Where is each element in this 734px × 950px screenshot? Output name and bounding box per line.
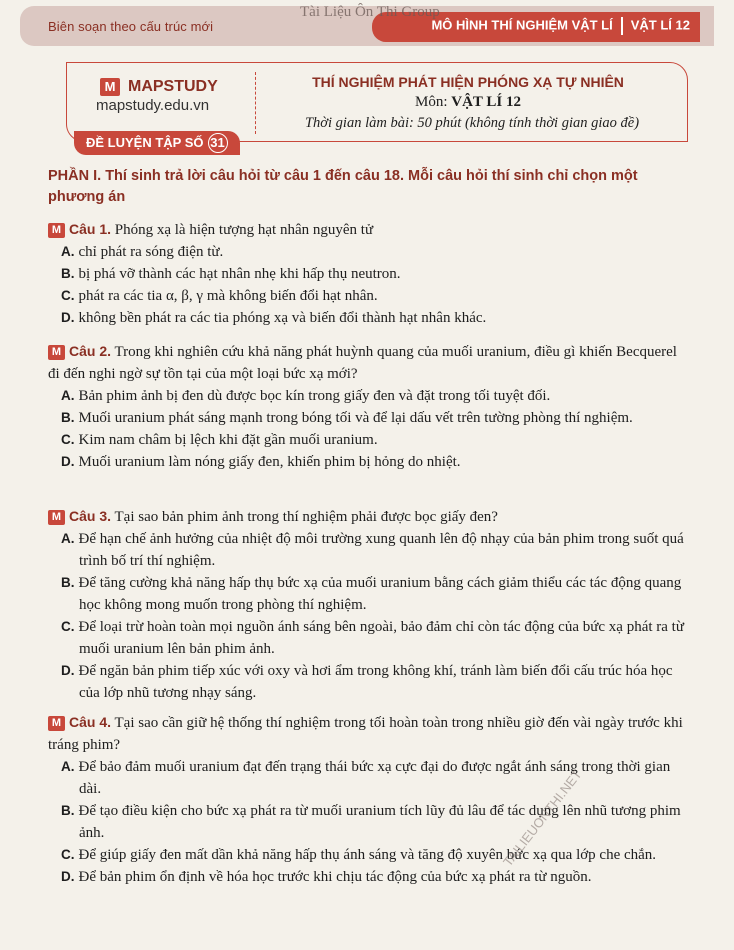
option-c [48,844,688,866]
question-label: Câu 1. [69,221,112,237]
option-text: Để ngăn bản phim tiếp xúc với oxy và hơi ẩm trong không khí, tránh làm biến đổi cấu trúc hóa học của lớp nhũ tương nhạy sáng. [78,663,673,701]
header-series-title: MÔ HÌNH THÍ NGHIỆM VẬT LÍ [431,17,613,33]
option-text: Để tăng cường khả năng hấp thụ bức xạ của muối uranium bằng cách giảm thiểu các tác động quang học không mong muốn trong phòng thí nghiệm. [78,575,682,613]
question-stem [48,711,688,756]
option-b [48,800,688,844]
subject-name: VẬT LÍ 12 [451,94,521,110]
question-text: Phóng xạ là hiện tượng hạt nhân nguyên tử [114,222,374,238]
option-letter: D. [61,454,75,469]
option-letter: B. [61,410,75,425]
brand-name: MAPSTUDY [128,78,218,95]
option-letter: A. [61,531,75,546]
option-letter: D. [61,663,75,678]
brand-logo-icon: M [100,78,120,96]
option-text: không bền phát ra các tia phóng xạ và biến đổi thành hạt nhân khác. [78,310,487,326]
option-a [48,385,688,407]
question-stem [48,340,688,385]
option-text: Bản phim ảnh bị đen dù được bọc kín trong giấy đen và đặt trong tối tuyệt đối. [78,388,551,404]
option-c [48,285,688,307]
option-c [48,616,688,660]
option-text: Để giúp giấy đen mất dần khả năng hấp thụ ánh sáng và tăng độ xuyên bức xạ qua lớp che chắn. [78,847,657,863]
section-heading: PHẦN I. Thí sinh trả lời câu hỏi từ câu 1 đến câu 18. Mỗi câu hỏi thí sinh chỉ chọn một phương án [48,168,638,205]
option-text: Muối uranium phát sáng mạnh trong bóng tối và để lại dấu vết trên tường phòng thí nghiệm. [78,410,633,426]
question-text: Tại sao cần giữ hệ thống thí nghiệm trong tối hoàn toàn trong nhiều giờ đến vài ngày trước khi tráng phim? [48,715,683,753]
info-divider [255,72,256,134]
question-4 [48,711,688,888]
question-2 [48,340,688,473]
question-1 [48,218,688,329]
option-letter: D. [61,869,75,884]
option-text: Muối uranium làm nóng giấy đen, khiến phim bị hỏng do nhiệt. [78,454,461,470]
option-letter: C. [61,288,75,303]
exam-number-badge [74,131,240,155]
badge-number: 31 [208,133,228,153]
question-tag-icon: M [48,223,65,238]
option-letter: A. [61,759,75,774]
option-letter: A. [61,244,75,259]
option-text: Để bảo đảm muối uranium đạt đến trạng thái bức xạ cực đại do được ngắt ánh sáng trong thời gian dài. [78,759,671,797]
header-grade: VẬT LÍ 12 [630,17,690,33]
option-letter: D. [61,310,75,325]
question-tag-icon: M [48,345,65,360]
option-letter: B. [61,803,75,818]
option-letter: A. [61,388,75,403]
option-letter: C. [61,432,75,447]
option-text: Để tạo điều kiện cho bức xạ phát ra từ muối uranium tích lũy đủ lâu để tác dụng lên nhũ tương phim ảnh. [78,803,681,841]
option-d [48,307,688,329]
option-text: chỉ phát ra sóng điện từ. [78,244,224,260]
header-watermark: Tài Liệu Ôn Thi Group [300,4,440,20]
option-text: Để hạn chế ảnh hưởng của nhiệt độ môi trường xung quanh lên độ nhạy của bản phim trong suốt quá trình bố trí thí nghiệm. [78,531,684,569]
subject-label: Môn: [414,94,448,110]
option-letter: B. [61,575,75,590]
option-text: Để bản phim ổn định về hóa học trước khi chịu tác động của bức xạ phát ra từ nguồn. [78,869,592,885]
option-text: phát ra các tia α, β, γ mà không biến đổi hạt nhân. [78,288,378,304]
footer-watermark: TAILIEUONTHI.NET [500,766,585,870]
question-tag-icon: M [48,716,65,731]
option-text: Để loại trừ hoàn toàn mọi nguồn ánh sáng bên ngoài, bảo đảm chỉ còn tác động của bức xạ phát ra từ muối uranium lên bản phim ảnh. [78,619,684,657]
badge-text: ĐỀ LUYỆN TẬP SỐ [86,135,204,150]
option-b [48,572,688,616]
question-text: Tại sao bản phim ảnh trong thí nghiệm phải được bọc giấy đen? [114,509,498,525]
brand-url: mapstudy.edu.vn [96,97,210,114]
option-a [48,528,688,572]
question-stem [48,505,688,528]
option-b [48,407,688,429]
question-label: Câu 2. [69,343,112,359]
option-a [48,756,688,800]
option-letter: B. [61,266,75,281]
option-letter: C. [61,619,75,634]
header-left-text: Biên soạn theo cấu trúc mới [48,19,214,34]
option-text: Kim nam châm bị lệch khi đặt gần muối uranium. [78,432,378,448]
question-label: Câu 4. [69,714,112,730]
option-b [48,263,688,285]
exam-title: THÍ NGHIỆM PHÁT HIỆN PHÓNG XẠ TỰ NHIÊN [312,74,624,90]
option-a [48,241,688,263]
option-d [48,866,688,888]
option-letter: C. [61,847,75,862]
question-label: Câu 3. [69,508,112,524]
option-d [48,451,688,473]
option-c [48,429,688,451]
exam-time: Thời gian làm bài: 50 phút (không tính thời gian giao đề) [304,115,640,131]
question-stem [48,218,688,241]
brand [100,78,218,96]
question-3 [48,505,688,704]
header-separator [621,17,623,35]
option-d [48,660,688,704]
question-tag-icon: M [48,510,65,525]
option-text: bị phá vỡ thành các hạt nhân nhẹ khi hấp thụ neutron. [78,266,401,282]
exam-subject [268,94,668,111]
question-text: Trong khi nghiên cứu khả năng phát huỳnh quang của muối uranium, điều gì khiến Becquerel đi đến nghi ngờ sự tồn tại của một loại bức xạ mới? [48,344,677,382]
